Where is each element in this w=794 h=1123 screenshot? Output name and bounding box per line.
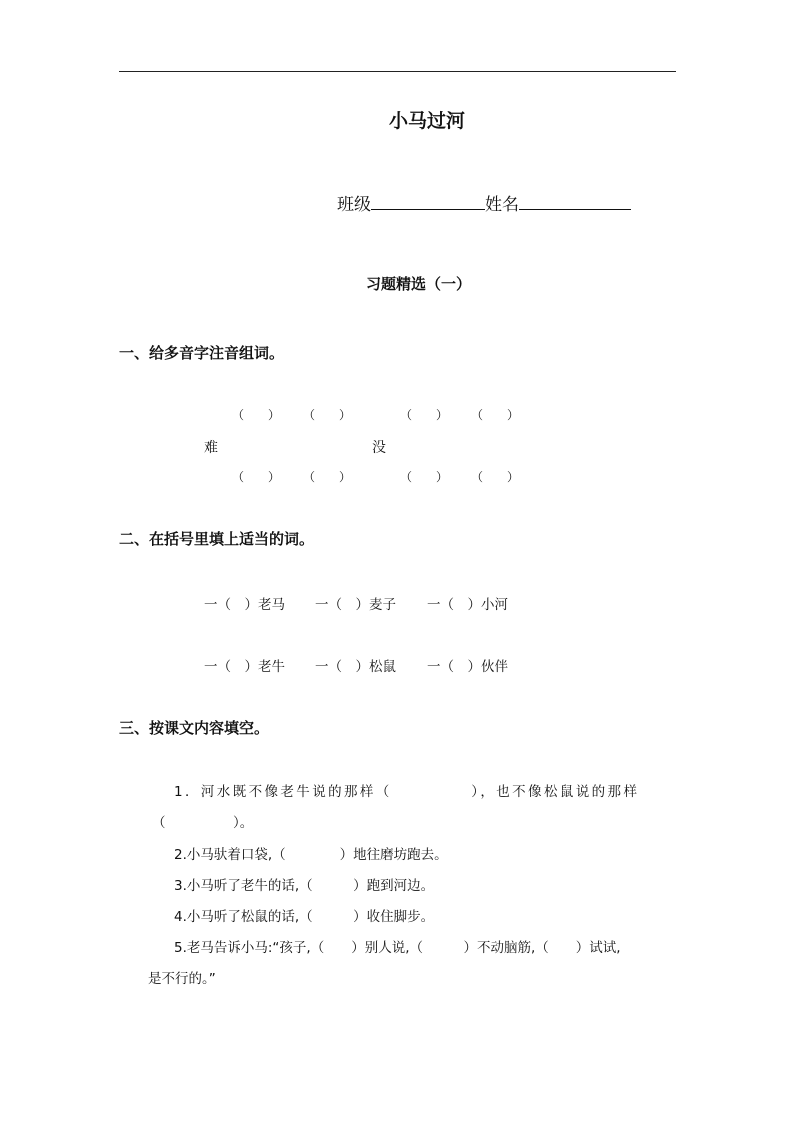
q1-blank-5[interactable]: （ ） — [232, 470, 281, 484]
q1-blank-4[interactable]: （ ） — [471, 408, 520, 422]
page-title: 小马过河 — [389, 110, 466, 132]
q3-line-5[interactable]: 5.老马告诉小马:“孩子,（ ）别人说,（ ）不动脑筋,（ ）试试, — [174, 940, 621, 956]
name-blank[interactable] — [519, 191, 631, 210]
q1-blank-6[interactable]: （ ） — [303, 470, 352, 484]
class-label: 班级 — [337, 195, 371, 215]
q1-blank-1[interactable]: （ ） — [232, 408, 281, 422]
q1-blank-7[interactable]: （ ） — [400, 470, 449, 484]
q2-item-huoban[interactable]: 一（ ）伙伴 — [427, 659, 508, 675]
q1-heading: 一、给多音字注音组词。 — [119, 344, 285, 362]
q2-item-xiaohe[interactable]: 一（ ）小河 — [427, 597, 508, 613]
q1-blank-8[interactable]: （ ） — [471, 470, 520, 484]
q3-heading: 三、按课文内容填空。 — [119, 719, 270, 737]
q2-item-laoniu[interactable]: 一（ ）老牛 — [204, 659, 285, 675]
q1-char-nan: 难 — [204, 440, 218, 456]
q1-char-mei: 没 — [372, 440, 386, 456]
q3-line-2[interactable]: 2.小马驮着口袋,（ ）地往磨坊跑去。 — [174, 847, 448, 863]
top-rule — [119, 71, 676, 72]
section-title: 习题精选（一） — [366, 275, 472, 293]
q3-line-1-cont[interactable]: （ ）。 — [152, 815, 254, 831]
q1-blank-2[interactable]: （ ） — [303, 408, 352, 422]
name-label: 姓名 — [485, 195, 519, 215]
class-blank[interactable] — [371, 191, 485, 210]
q2-item-laoma[interactable]: 一（ ）老马 — [204, 597, 285, 613]
q3-line-4[interactable]: 4.小马听了松鼠的话,（ ）收住脚步。 — [174, 909, 435, 925]
q2-heading: 二、在括号里填上适当的词。 — [119, 530, 315, 548]
q2-item-songshu[interactable]: 一（ ）松鼠 — [315, 659, 396, 675]
q3-line-3[interactable]: 3.小马听了老牛的话,（ ）跑到河边。 — [174, 878, 435, 894]
student-info — [337, 190, 631, 215]
q3-line-1[interactable]: 1．河水既不像老牛说的那样（ ），也不像松鼠说的那样 — [174, 784, 640, 800]
q2-item-maizi[interactable]: 一（ ）麦子 — [315, 597, 396, 613]
q3-line-5-cont: 是不行的。” — [148, 971, 216, 987]
q1-blank-3[interactable]: （ ） — [400, 408, 449, 422]
